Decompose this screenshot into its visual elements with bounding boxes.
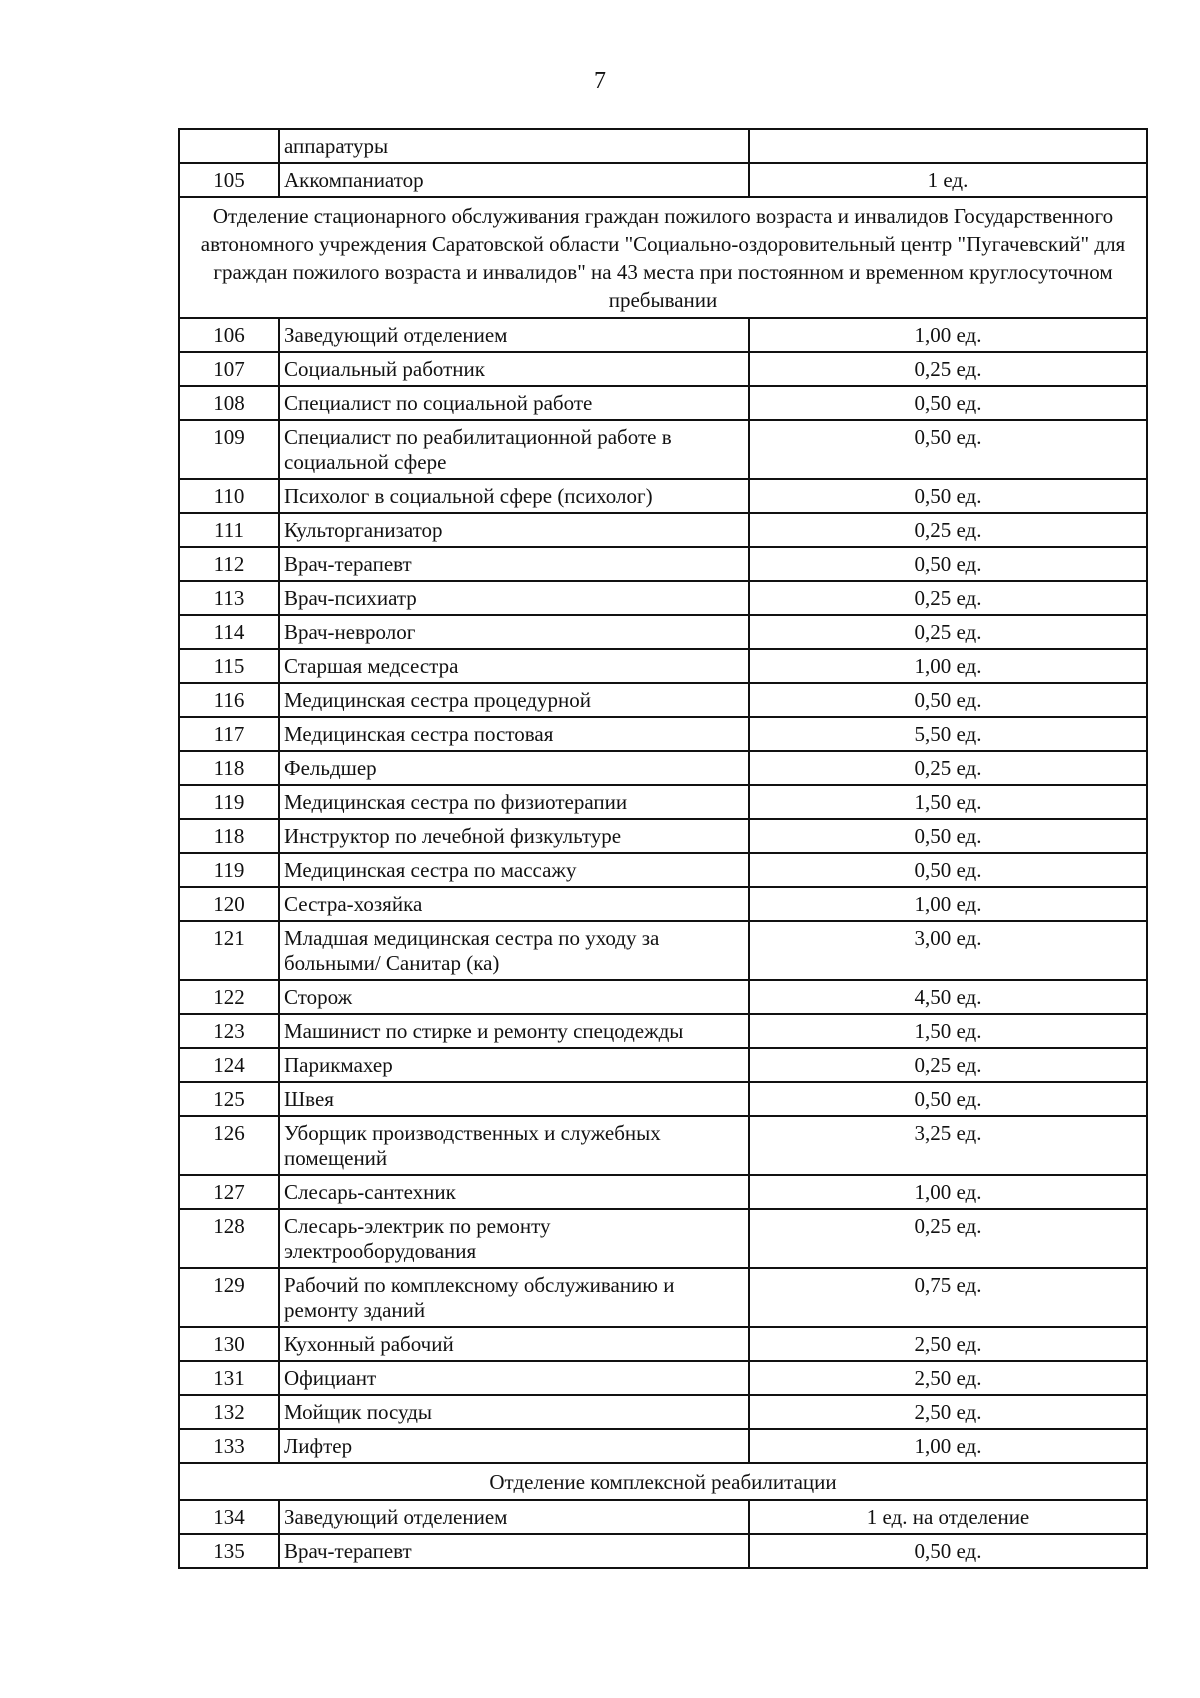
table-row bbox=[179, 819, 1147, 853]
position-title: Младшая медицинская сестра по уходу за больными/ Санитар (ка) bbox=[279, 921, 749, 980]
position-title: Врач-невролог bbox=[279, 615, 749, 649]
staff-units: 0,50 ед. bbox=[749, 479, 1147, 513]
staff-units: 0,50 ед. bbox=[749, 420, 1147, 479]
position-title: Уборщик производственных и служебных помещений bbox=[279, 1116, 749, 1175]
staff-units: 0,25 ед. bbox=[749, 581, 1147, 615]
row-number: 116 bbox=[179, 683, 279, 717]
row-number: 130 bbox=[179, 1327, 279, 1361]
section-title: Отделение стационарного обслуживания граждан пожилого возраста и инвалидов Государственного автономного учреждения Саратовской области "Социально-оздоровительный центр "Пугачевский" для граждан пожилого возраста и инвалидов" на 43 места при постоянном и временном круглосуточном пребывании bbox=[179, 197, 1147, 318]
table-row bbox=[179, 683, 1147, 717]
position-title: Врач-терапевт bbox=[279, 547, 749, 581]
table-row bbox=[179, 1429, 1147, 1463]
staff-units: 1 ед. bbox=[749, 163, 1147, 197]
staff-units: 0,25 ед. bbox=[749, 1209, 1147, 1268]
table-row bbox=[179, 1014, 1147, 1048]
table-row bbox=[179, 1327, 1147, 1361]
row-number bbox=[179, 129, 279, 163]
position-title: Медицинская сестра по физиотерапии bbox=[279, 785, 749, 819]
row-number: 128 bbox=[179, 1209, 279, 1268]
page-number: 7 bbox=[594, 68, 606, 94]
table-body-section-1 bbox=[179, 318, 1147, 1463]
table-row bbox=[179, 853, 1147, 887]
row-number: 107 bbox=[179, 352, 279, 386]
position-title: Лифтер bbox=[279, 1429, 749, 1463]
row-number: 131 bbox=[179, 1361, 279, 1395]
position-title: аппаратуры bbox=[279, 129, 749, 163]
staff-units: 5,50 ед. bbox=[749, 717, 1147, 751]
staff-units: 1,50 ед. bbox=[749, 1014, 1147, 1048]
position-title: Заведующий отделением bbox=[279, 1500, 749, 1534]
position-title: Психолог в социальной сфере (психолог) bbox=[279, 479, 749, 513]
row-number: 105 bbox=[179, 163, 279, 197]
section-title: Отделение комплексной реабилитации bbox=[179, 1463, 1147, 1500]
table-row bbox=[179, 129, 1147, 163]
position-title: Медицинская сестра по массажу bbox=[279, 853, 749, 887]
row-number: 129 bbox=[179, 1268, 279, 1327]
table-row bbox=[179, 318, 1147, 352]
row-number: 119 bbox=[179, 785, 279, 819]
table-row bbox=[179, 1361, 1147, 1395]
table-body-top bbox=[179, 129, 1147, 197]
table-row bbox=[179, 420, 1147, 479]
table-row bbox=[179, 1209, 1147, 1268]
staff-units: 0,25 ед. bbox=[749, 751, 1147, 785]
table-row bbox=[179, 980, 1147, 1014]
position-title: Слесарь-сантехник bbox=[279, 1175, 749, 1209]
row-number: 135 bbox=[179, 1534, 279, 1568]
row-number: 125 bbox=[179, 1082, 279, 1116]
position-title: Сторож bbox=[279, 980, 749, 1014]
staff-units: 0,50 ед. bbox=[749, 386, 1147, 420]
table-row bbox=[179, 717, 1147, 751]
row-number: 134 bbox=[179, 1500, 279, 1534]
staff-units: 0,75 ед. bbox=[749, 1268, 1147, 1327]
row-number: 111 bbox=[179, 513, 279, 547]
row-number: 123 bbox=[179, 1014, 279, 1048]
table-row bbox=[179, 751, 1147, 785]
row-number: 110 bbox=[179, 479, 279, 513]
position-title: Сестра-хозяйка bbox=[279, 887, 749, 921]
staff-units bbox=[749, 129, 1147, 163]
staff-units: 4,50 ед. bbox=[749, 980, 1147, 1014]
row-number: 113 bbox=[179, 581, 279, 615]
position-title: Аккомпаниатор bbox=[279, 163, 749, 197]
staff-units: 2,50 ед. bbox=[749, 1327, 1147, 1361]
row-number: 108 bbox=[179, 386, 279, 420]
staff-units: 0,25 ед. bbox=[749, 615, 1147, 649]
staff-units: 0,25 ед. bbox=[749, 513, 1147, 547]
staff-units: 1,50 ед. bbox=[749, 785, 1147, 819]
position-title: Старшая медсестра bbox=[279, 649, 749, 683]
row-number: 112 bbox=[179, 547, 279, 581]
staff-units: 0,50 ед. bbox=[749, 819, 1147, 853]
staff-units: 1 ед. на отделение bbox=[749, 1500, 1147, 1534]
staff-units: 0,50 ед. bbox=[749, 683, 1147, 717]
staff-units: 0,50 ед. bbox=[749, 547, 1147, 581]
table-row bbox=[179, 479, 1147, 513]
staff-units: 2,50 ед. bbox=[749, 1395, 1147, 1429]
table-row bbox=[179, 615, 1147, 649]
row-number: 122 bbox=[179, 980, 279, 1014]
table-row bbox=[179, 581, 1147, 615]
table-row bbox=[179, 352, 1147, 386]
staff-units: 3,00 ед. bbox=[749, 921, 1147, 980]
table-row bbox=[179, 1395, 1147, 1429]
position-title: Культорганизатор bbox=[279, 513, 749, 547]
row-number: 121 bbox=[179, 921, 279, 980]
row-number: 126 bbox=[179, 1116, 279, 1175]
table-row bbox=[179, 1500, 1147, 1534]
section-row bbox=[179, 197, 1147, 318]
position-title: Медицинская сестра процедурной bbox=[279, 683, 749, 717]
staff-units: 3,25 ед. bbox=[749, 1116, 1147, 1175]
row-number: 120 bbox=[179, 887, 279, 921]
position-title: Машинист по стирке и ремонту спецодежды bbox=[279, 1014, 749, 1048]
staff-units: 1,00 ед. bbox=[749, 887, 1147, 921]
table-row bbox=[179, 547, 1147, 581]
staff-units: 0,25 ед. bbox=[749, 352, 1147, 386]
staff-units: 1,00 ед. bbox=[749, 1429, 1147, 1463]
table-row bbox=[179, 785, 1147, 819]
table-row bbox=[179, 1268, 1147, 1327]
row-number: 109 bbox=[179, 420, 279, 479]
section-header-1 bbox=[179, 197, 1147, 318]
table-row bbox=[179, 921, 1147, 980]
table-row bbox=[179, 1175, 1147, 1209]
row-number: 106 bbox=[179, 318, 279, 352]
position-title: Специалист по реабилитационной работе в социальной сфере bbox=[279, 420, 749, 479]
staff-units: 1,00 ед. bbox=[749, 1175, 1147, 1209]
table-row bbox=[179, 887, 1147, 921]
row-number: 115 bbox=[179, 649, 279, 683]
row-number: 117 bbox=[179, 717, 279, 751]
row-number: 118 bbox=[179, 751, 279, 785]
table-row bbox=[179, 1048, 1147, 1082]
row-number: 133 bbox=[179, 1429, 279, 1463]
row-number: 119 bbox=[179, 853, 279, 887]
staff-units: 0,50 ед. bbox=[749, 1082, 1147, 1116]
position-title: Слесарь-электрик по ремонту электрооборудования bbox=[279, 1209, 749, 1268]
row-number: 132 bbox=[179, 1395, 279, 1429]
row-number: 127 bbox=[179, 1175, 279, 1209]
position-title: Парикмахер bbox=[279, 1048, 749, 1082]
position-title: Врач-терапевт bbox=[279, 1534, 749, 1568]
staff-units: 0,50 ед. bbox=[749, 853, 1147, 887]
table-row bbox=[179, 1116, 1147, 1175]
position-title: Рабочий по комплексному обслуживанию и ремонту зданий bbox=[279, 1268, 749, 1327]
staff-units: 0,50 ед. bbox=[749, 1534, 1147, 1568]
row-number: 114 bbox=[179, 615, 279, 649]
section-header-2 bbox=[179, 1463, 1147, 1500]
position-title: Специалист по социальной работе bbox=[279, 386, 749, 420]
position-title: Фельдшер bbox=[279, 751, 749, 785]
staff-units: 1,00 ед. bbox=[749, 649, 1147, 683]
position-title: Медицинская сестра постовая bbox=[279, 717, 749, 751]
table-row bbox=[179, 513, 1147, 547]
position-title: Заведующий отделением bbox=[279, 318, 749, 352]
position-title: Официант bbox=[279, 1361, 749, 1395]
staff-units: 0,25 ед. bbox=[749, 1048, 1147, 1082]
table-row bbox=[179, 1534, 1147, 1568]
section-row bbox=[179, 1463, 1147, 1500]
table-body-section-2 bbox=[179, 1500, 1147, 1568]
position-title: Кухонный рабочий bbox=[279, 1327, 749, 1361]
position-title: Мойщик посуды bbox=[279, 1395, 749, 1429]
table-row bbox=[179, 386, 1147, 420]
position-title: Социальный работник bbox=[279, 352, 749, 386]
staff-units: 2,50 ед. bbox=[749, 1361, 1147, 1395]
table-row bbox=[179, 649, 1147, 683]
row-number: 118 bbox=[179, 819, 279, 853]
position-title: Инструктор по лечебной физкультуре bbox=[279, 819, 749, 853]
table-row bbox=[179, 1082, 1147, 1116]
staffing-table bbox=[178, 128, 1148, 1569]
table-row bbox=[179, 163, 1147, 197]
row-number: 124 bbox=[179, 1048, 279, 1082]
staff-units: 1,00 ед. bbox=[749, 318, 1147, 352]
position-title: Швея bbox=[279, 1082, 749, 1116]
position-title: Врач-психиатр bbox=[279, 581, 749, 615]
